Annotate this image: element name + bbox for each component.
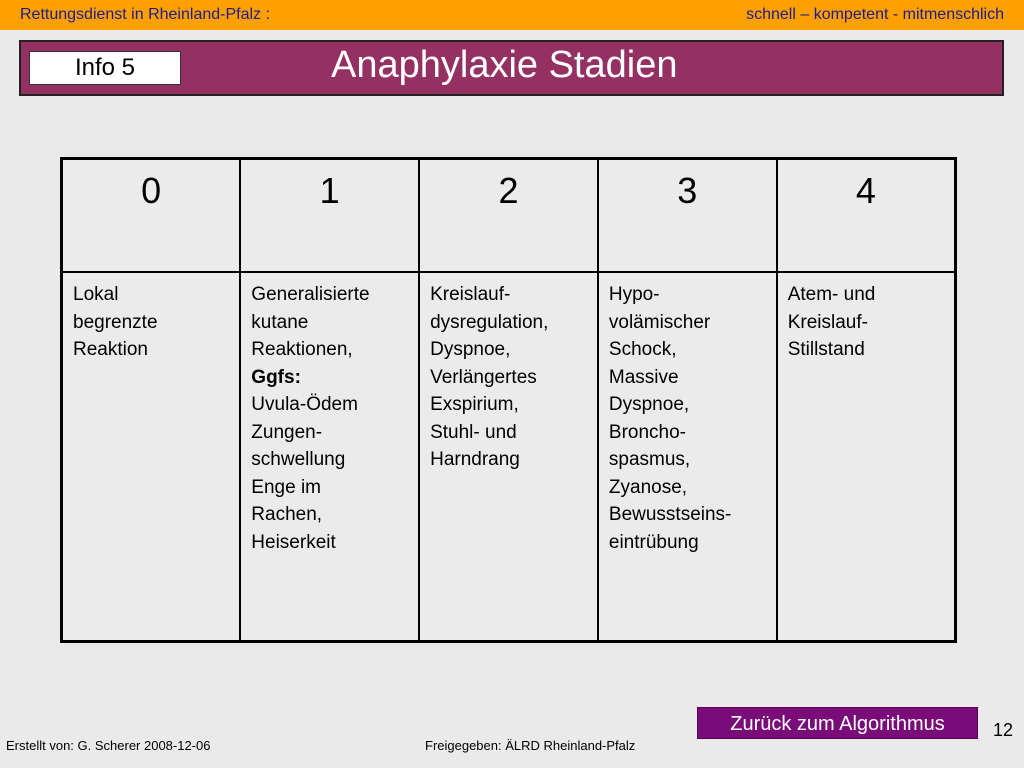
stage-description — [62, 272, 241, 642]
description-line: schwellung — [251, 449, 346, 470]
header-slogan: schnell – kompetent - mitmenschlich — [746, 6, 1004, 23]
stage-number: 1 — [240, 159, 419, 273]
description-line: Broncho- — [608, 421, 686, 443]
stage-number: 4 — [777, 159, 956, 273]
header-bar — [0, 0, 1024, 30]
description-line: volämischer — [608, 311, 711, 333]
header-organization: Rettungsdienst in Rheinland-Pfalz : — [20, 6, 270, 23]
description-line: Uvula-Ödem — [251, 394, 358, 415]
description-line: Dyspnoe, — [430, 339, 511, 360]
description-line: Zungen- — [251, 421, 323, 443]
description-line: Reaktionen, — [251, 339, 353, 360]
description-line: Rachen, — [251, 504, 323, 525]
description-line: Hypo- — [608, 284, 660, 305]
description-line: Kreislauf- — [430, 284, 511, 305]
description-line: Zyanose, — [608, 476, 688, 498]
page-title: Anaphylaxie Stadien — [331, 44, 678, 86]
stage-description — [777, 272, 956, 642]
description-line: Heiserkeit — [251, 531, 336, 553]
stage-description — [240, 272, 419, 642]
stage-number-row — [62, 159, 956, 273]
description-line: Ggfs: — [251, 366, 301, 388]
description-line: dysregulation, — [430, 311, 549, 333]
description-line: eintrübung — [608, 531, 699, 553]
description-line: Bewusstseins- — [608, 504, 732, 525]
description-line: Reaktion — [73, 339, 148, 360]
description-line: Enge im — [251, 476, 321, 498]
info-label: Info 5 — [29, 51, 181, 85]
footer-approval: Freigegeben: ÄLRD Rheinland-Pfalz — [425, 738, 636, 753]
description-line: Atem- und — [787, 284, 876, 305]
description-line: Stillstand — [787, 339, 865, 360]
stage-number: 2 — [419, 159, 598, 273]
description-line: Dyspnoe, — [608, 394, 690, 415]
description-line: Schock, — [608, 339, 677, 360]
description-line: Massive — [608, 366, 679, 388]
title-bar — [19, 40, 1004, 96]
description-line: Generalisierte — [251, 284, 370, 305]
stage-description — [598, 272, 777, 642]
description-line: spasmus, — [608, 449, 691, 470]
stage-number: 3 — [598, 159, 777, 273]
description-line: Exspirium, — [430, 394, 519, 415]
page-number: 12 — [993, 720, 1014, 740]
description-line: Kreislauf- — [787, 311, 868, 333]
stage-description — [419, 272, 598, 642]
back-to-algorithm-button[interactable]: Zurück zum Algorithmus — [697, 707, 978, 739]
description-line: Stuhl- und — [430, 421, 517, 443]
description-line: Lokal — [73, 284, 119, 305]
stage-description-row — [62, 272, 956, 642]
anaphylaxis-stage-table — [60, 157, 957, 643]
description-line: kutane — [251, 311, 309, 333]
description-line: Verlängertes — [430, 366, 537, 388]
stage-number: 0 — [62, 159, 241, 273]
footer-author: Erstellt von: G. Scherer 2008-12-06 — [6, 738, 211, 753]
description-line: Harndrang — [430, 449, 520, 470]
description-line: begrenzte — [73, 311, 158, 333]
